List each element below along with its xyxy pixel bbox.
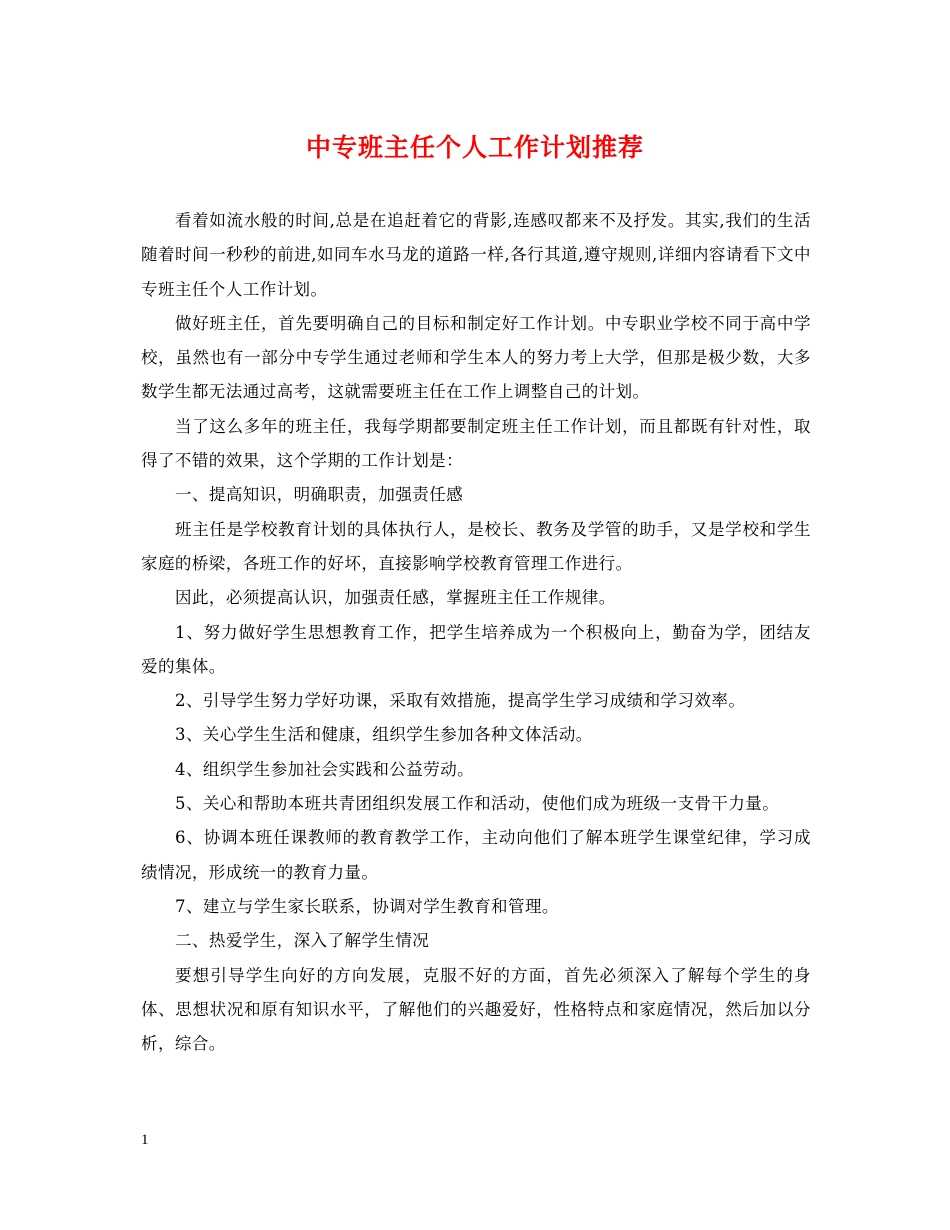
list-item: 4、组织学生参加社会实践和公益劳动。 [175, 759, 475, 779]
paragraph: 做好班主任，首先要明确自己的目标和制定好工作计划。中专职业学校不同于高中学校，虽然也有一部分中专学生通过老师和学生本人的努力考上大学，但那是极少数，大多数学生都无法通过高考，这就需要班主任在工作上调整自己的计划。 [141, 313, 811, 402]
page-number: 1 [141, 1132, 149, 1148]
list-item: 6、协调本班任课教师的教育教学工作，主动向他们了解本班学生课堂纪律，学习成绩情况，形成统一的教育力量。 [141, 828, 811, 882]
list-item: 5、关心和帮助本班共青团组织发展工作和活动，使他们成为班级一支骨干力量。 [175, 794, 780, 814]
section-heading: 二、热爱学生，深入了解学生情况 [175, 931, 430, 951]
document-body [141, 204, 811, 1061]
paragraph: 要想引导学生向好的方向发展，克服不好的方面，首先必须深入了解每个学生的身体、思想状况和原有知识水平，了解他们的兴趣爱好，性格特点和家庭情况，然后加以分析，综合。 [141, 965, 811, 1054]
list-item: 1、努力做好学生思想教育工作，把学生培养成为一个积极向上，勤奋为学，团结友爱的集体。 [141, 622, 811, 676]
section-heading: 一、提高知识，明确职责，加强责任感 [175, 485, 464, 505]
paragraph: 班主任是学校教育计划的具体执行人，是校长、教务及学管的助手，又是学校和学生家庭的桥梁，各班工作的好坏，直接影响学校教育管理工作进行。 [141, 519, 811, 573]
list-item: 7、建立与学生家长联系，协调对学生教育和管理。 [175, 896, 559, 916]
document-title: 中专班主任个人工作计划推荐 [305, 133, 644, 162]
paragraph: 看着如流水般的时间,总是在追赶着它的背影,连感叹都来不及抒发。其实,我们的生活随着时间一秒秒的前进,如同车水马龙的道路一样,各行其道,遵守规则,详细内容请看下文中专班主任个人工作计划。 [141, 211, 811, 299]
list-item: 2、引导学生努力学好功课，采取有效措施，提高学生学习成绩和学习效率。 [175, 691, 746, 711]
paragraph: 当了这么多年的班主任，我每学期都要制定班主任工作计划，而且都既有针对性，取得了不错的效果，这个学期的工作计划是： [141, 416, 811, 471]
paragraph: 因此，必须提高认识，加强责任感，掌握班主任工作规律。 [175, 588, 616, 608]
list-item: 3、关心学生生活和健康，组织学生参加各种文体活动。 [175, 725, 593, 745]
